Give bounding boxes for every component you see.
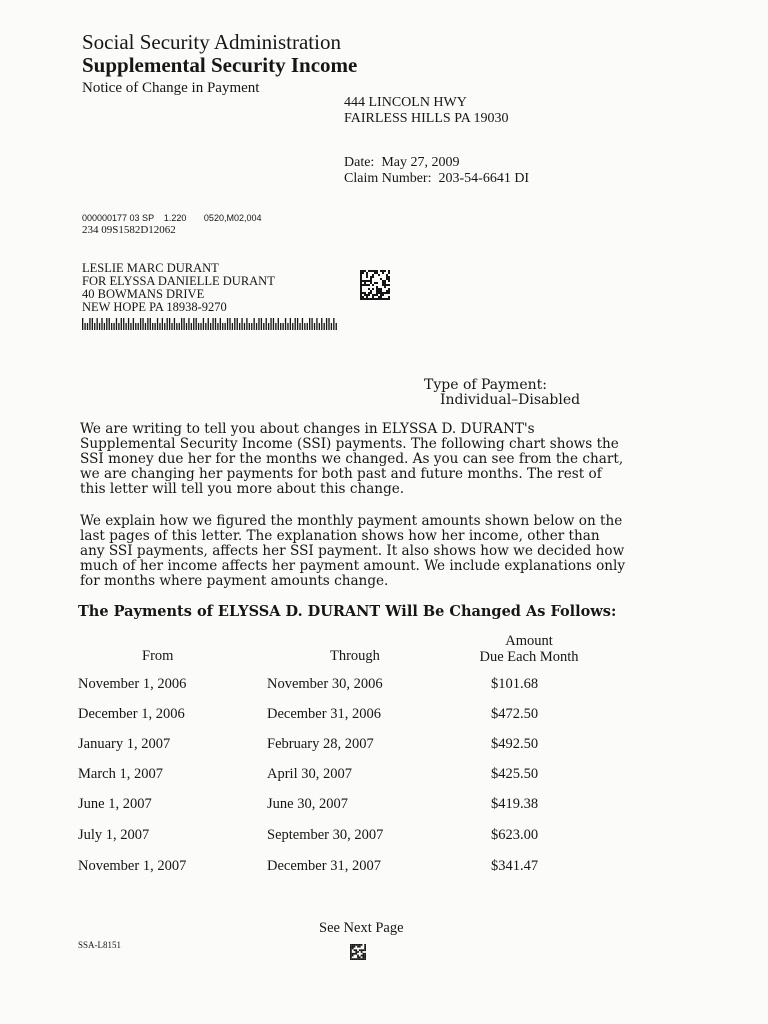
row-amount: $492.50 <box>491 736 539 752</box>
table-row <box>0 736 768 756</box>
row-through: November 30, 2006 <box>267 676 383 692</box>
recipient-line: NEW HOPE PA 18938-9270 <box>82 300 227 314</box>
recipient-address <box>82 262 275 314</box>
payment-type-value: Individual–Disabled <box>440 392 581 408</box>
datamatrix-code <box>360 270 390 300</box>
paragraph-line: any SSI payments, affects her SSI payment. It also shows how we decided how <box>80 543 625 559</box>
claim-value: 203-54-6641 DI <box>438 171 530 186</box>
routing-code-line: 234 09S1582D12062 <box>82 224 176 236</box>
table-row <box>0 706 768 726</box>
row-through: September 30, 2007 <box>267 827 384 843</box>
paragraph-line: we are changing her payments for both past and future months. The rest of <box>80 466 602 482</box>
row-amount: $101.68 <box>491 676 539 692</box>
explanation-paragraph <box>80 514 680 589</box>
payment-type <box>424 378 580 408</box>
notice-meta <box>344 155 529 187</box>
row-from: December 1, 2006 <box>78 706 185 722</box>
date-label: Date: <box>344 155 375 170</box>
row-from: November 1, 2007 <box>78 858 187 874</box>
row-amount: $472.50 <box>491 706 539 722</box>
payment-type-label: Type of Payment: <box>424 377 547 393</box>
recipient-line: 40 BOWMANS DRIVE <box>82 287 205 301</box>
row-amount: $425.50 <box>491 766 539 782</box>
routing-code-line: 000000177 03 SP 1.220 0520,M02,004 <box>82 213 262 223</box>
paragraph-line: We are writing to tell you about changes in ELYSSA D. DURANT's <box>80 421 535 437</box>
claim-number <box>344 171 529 187</box>
notice-date <box>344 155 529 171</box>
routing-codes <box>82 212 261 236</box>
form-id: SSA-L8151 <box>78 940 122 950</box>
program-name: Supplemental Security Income <box>82 53 358 77</box>
row-from: March 1, 2007 <box>78 766 163 782</box>
row-from: January 1, 2007 <box>78 736 171 752</box>
paragraph-line: Supplemental Security Income (SSI) payments. The following chart shows the <box>80 436 619 452</box>
office-address-line: FAIRLESS HILLS PA 19030 <box>344 111 509 126</box>
paragraph-line: for months where payment amounts change. <box>80 573 389 589</box>
column-header-through: Through <box>330 648 380 664</box>
table-row <box>0 827 768 847</box>
paragraph-line: much of her income affects her payment amount. We include explanations only <box>80 558 626 574</box>
office-address <box>344 95 509 127</box>
row-through: June 30, 2007 <box>267 796 348 812</box>
row-from: July 1, 2007 <box>78 827 150 843</box>
row-through: December 31, 2006 <box>267 706 381 722</box>
recipient-line: FOR ELYSSA DANIELLE DURANT <box>82 274 275 288</box>
postal-barcode <box>82 318 338 330</box>
office-address-line: 444 LINCOLN HWY <box>344 95 467 110</box>
row-amount: $341.47 <box>491 858 539 874</box>
agency-name: Social Security Administration <box>82 30 341 54</box>
row-through: April 30, 2007 <box>267 766 352 782</box>
intro-paragraph <box>80 422 680 497</box>
claim-label: Claim Number: <box>344 171 432 186</box>
payments-table-heading: The Payments of ELYSSA D. DURANT Will Be Changed As Follows: <box>78 603 617 620</box>
paragraph-line: last pages of this letter. The explanation shows how her income, other than <box>80 528 600 544</box>
column-header-amount-line: Amount <box>505 633 553 649</box>
row-amount: $623.00 <box>491 827 539 843</box>
row-through: February 28, 2007 <box>267 736 374 752</box>
see-next-page: See Next Page <box>319 920 404 936</box>
table-row <box>0 858 768 878</box>
column-header-amount-line: Due Each Month <box>479 649 579 665</box>
paragraph-line: SSI money due her for the months we changed. As you can see from the chart, <box>80 451 624 467</box>
row-amount: $419.38 <box>491 796 539 812</box>
notice-type: Notice of Change in Payment <box>82 80 260 96</box>
column-header-from: From <box>142 648 174 664</box>
table-row <box>0 676 768 696</box>
column-header-amount <box>466 633 592 665</box>
paragraph-line: We explain how we figured the monthly payment amounts shown below on the <box>80 513 623 529</box>
table-row <box>0 796 768 816</box>
paragraph-line: this letter will tell you more about this change. <box>80 481 405 497</box>
table-row <box>0 766 768 786</box>
row-from: November 1, 2006 <box>78 676 187 692</box>
row-from: June 1, 2007 <box>78 796 152 812</box>
date-value: May 27, 2009 <box>381 155 460 170</box>
small-datamatrix-code <box>350 944 366 960</box>
row-through: December 31, 2007 <box>267 858 381 874</box>
recipient-line: LESLIE MARC DURANT <box>82 261 219 275</box>
